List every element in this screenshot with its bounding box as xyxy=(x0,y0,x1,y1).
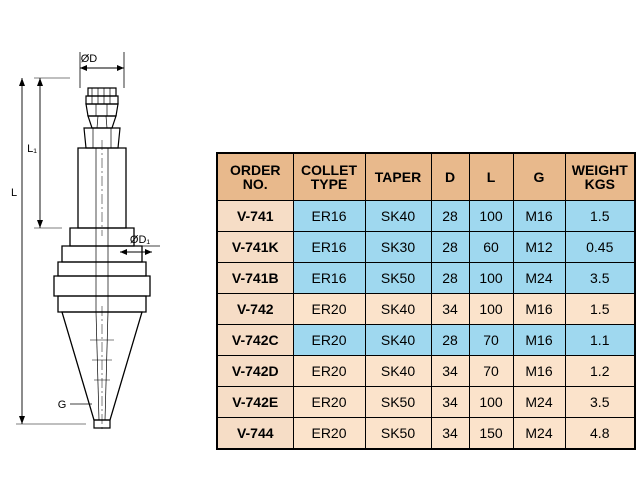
cell-taper: SK40 xyxy=(365,356,431,387)
cell-l: 70 xyxy=(469,325,513,356)
spec-table-container xyxy=(216,152,634,450)
cell-taper: SK50 xyxy=(365,418,431,450)
cell-g: M16 xyxy=(513,325,565,356)
cell-order-no: V-741B xyxy=(217,263,293,294)
cell-collet-type: ER20 xyxy=(293,418,365,450)
dim-label-od: ØD xyxy=(80,53,98,65)
col-header-order-no-line1: ORDER xyxy=(229,162,281,178)
cell-d: 34 xyxy=(431,418,469,450)
cell-collet-type: ER20 xyxy=(293,294,365,325)
cell-l: 100 xyxy=(469,387,513,418)
col-header-weight-line2: KGS xyxy=(584,176,615,192)
col-header-collet-type-line1: COLLET xyxy=(301,162,357,178)
col-header-collet-type xyxy=(293,153,365,201)
technical-drawing xyxy=(0,0,220,480)
cell-g: M16 xyxy=(513,294,565,325)
cell-collet-type: ER20 xyxy=(293,356,365,387)
table-header-row xyxy=(217,153,635,201)
tool-holder-drawing xyxy=(0,0,220,480)
col-header-weight-line1: WEIGHT xyxy=(571,162,628,178)
cell-l: 150 xyxy=(469,418,513,450)
cell-l: 100 xyxy=(469,201,513,232)
cell-d: 34 xyxy=(431,356,469,387)
dim-label-g: G xyxy=(57,399,67,411)
table-row xyxy=(217,201,635,232)
cell-order-no: V-742D xyxy=(217,356,293,387)
dim-label-d1: ØD₁ xyxy=(129,234,151,246)
col-header-taper: TAPER xyxy=(365,153,431,201)
cell-weight: 1.1 xyxy=(565,325,635,356)
cell-d: 28 xyxy=(431,232,469,263)
table-row xyxy=(217,263,635,294)
cell-taper: SK40 xyxy=(365,201,431,232)
col-header-order-no-line2: NO. xyxy=(242,176,268,192)
cell-d: 28 xyxy=(431,325,469,356)
cell-collet-type: ER20 xyxy=(293,325,365,356)
cell-weight: 0.45 xyxy=(565,232,635,263)
cell-taper: SK50 xyxy=(365,263,431,294)
col-header-weight-kgs xyxy=(565,153,635,201)
cell-g: M16 xyxy=(513,356,565,387)
cell-weight: 1.2 xyxy=(565,356,635,387)
table-row xyxy=(217,232,635,263)
cell-collet-type: ER16 xyxy=(293,232,365,263)
col-header-d: D xyxy=(431,153,469,201)
cell-order-no: V-741K xyxy=(217,232,293,263)
cell-taper: SK30 xyxy=(365,232,431,263)
cell-collet-type: ER16 xyxy=(293,201,365,232)
cell-g: M24 xyxy=(513,418,565,450)
cell-weight: 1.5 xyxy=(565,294,635,325)
cell-weight: 3.5 xyxy=(565,263,635,294)
cell-order-no: V-741 xyxy=(217,201,293,232)
dim-label-l: L xyxy=(10,187,18,199)
cell-taper: SK50 xyxy=(365,387,431,418)
table-row xyxy=(217,418,635,450)
cell-collet-type: ER20 xyxy=(293,387,365,418)
col-header-g: G xyxy=(513,153,565,201)
cell-d: 34 xyxy=(431,294,469,325)
cell-l: 70 xyxy=(469,356,513,387)
cell-weight: 1.5 xyxy=(565,201,635,232)
cell-collet-type: ER16 xyxy=(293,263,365,294)
col-header-order-no xyxy=(217,153,293,201)
cell-g: M16 xyxy=(513,201,565,232)
dim-label-l1: L₁ xyxy=(27,143,37,155)
cell-l: 100 xyxy=(469,294,513,325)
cell-weight: 4.8 xyxy=(565,418,635,450)
cell-g: M24 xyxy=(513,387,565,418)
cell-g: M24 xyxy=(513,263,565,294)
cell-d: 34 xyxy=(431,387,469,418)
table-row xyxy=(217,325,635,356)
cell-order-no: V-742 xyxy=(217,294,293,325)
table-row xyxy=(217,356,635,387)
table-row xyxy=(217,294,635,325)
cell-order-no: V-742E xyxy=(217,387,293,418)
cell-d: 28 xyxy=(431,263,469,294)
col-header-collet-type-line2: TYPE xyxy=(310,176,348,192)
table-row xyxy=(217,387,635,418)
cell-l: 60 xyxy=(469,232,513,263)
col-header-l: L xyxy=(469,153,513,201)
cell-order-no: V-742C xyxy=(217,325,293,356)
cell-g: M12 xyxy=(513,232,565,263)
cell-weight: 3.5 xyxy=(565,387,635,418)
cell-l: 100 xyxy=(469,263,513,294)
spec-table xyxy=(216,152,636,450)
cell-taper: SK40 xyxy=(365,325,431,356)
cell-order-no: V-744 xyxy=(217,418,293,450)
cell-d: 28 xyxy=(431,201,469,232)
cell-taper: SK40 xyxy=(365,294,431,325)
